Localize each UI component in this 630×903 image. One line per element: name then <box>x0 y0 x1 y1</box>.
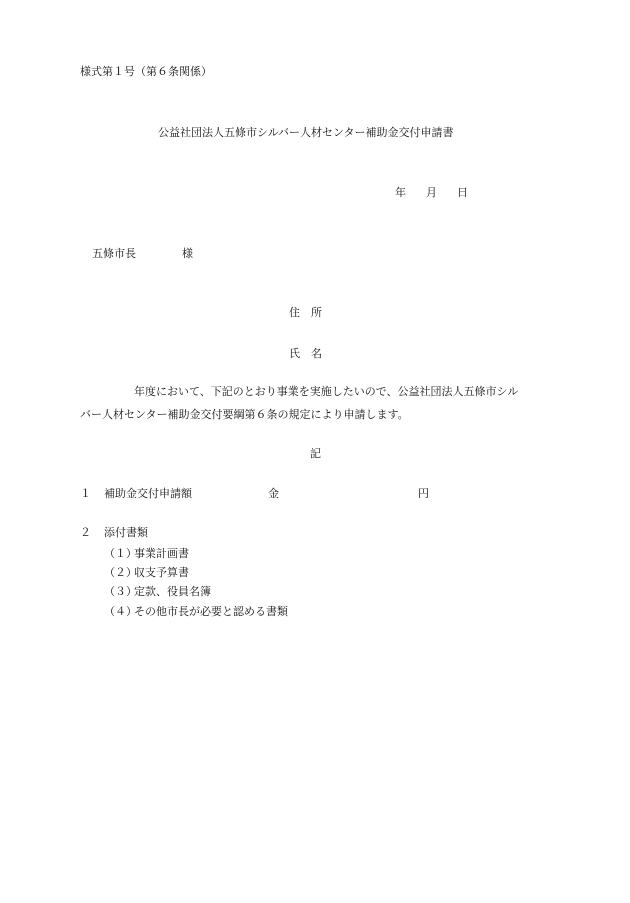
date-day-label: 日 <box>457 186 468 199</box>
body-text-line-2: バー人材センター補助金交付要綱第６条の規定により申請します。 <box>80 408 409 421</box>
attachment-item <box>104 548 189 559</box>
addressee-name: 五條市長 <box>92 247 136 260</box>
applicant-name-char-1: 氏 <box>289 347 300 360</box>
attachment-item <box>104 567 189 578</box>
attachment-text: 定款、役員名簿 <box>134 585 211 598</box>
ki-heading: 記 <box>310 447 321 460</box>
date-year-label: 年 <box>395 186 406 199</box>
attachment-number: （１） <box>104 547 137 560</box>
item-1-label: 補助金交付申請額 <box>104 487 192 500</box>
applicant-name-char-2: 名 <box>311 347 322 360</box>
attachment-text: 収支予算書 <box>134 566 189 579</box>
applicant-address-char-2: 所 <box>311 306 322 319</box>
body-text-line-1: 年度において、下記のとおり事業を実施したいので、公益社団法人五條市シル <box>134 385 519 398</box>
item-1-amount-unit: 円 <box>418 487 429 500</box>
applicant-address-char-1: 住 <box>289 306 300 319</box>
addressee <box>92 248 193 259</box>
attachment-number: （２） <box>104 566 137 579</box>
item-2-label: 添付書類 <box>104 526 148 539</box>
date-month-label: 月 <box>426 186 437 199</box>
item-1-number: １ <box>80 487 91 500</box>
form-number: 様式第１号（第６条関係） <box>80 65 212 78</box>
date-line <box>395 187 468 198</box>
attachment-text: 事業計画書 <box>134 547 189 560</box>
applicant-address-label <box>289 307 322 318</box>
attachment-number: （３） <box>104 585 137 598</box>
item-2-number: ２ <box>80 526 91 539</box>
applicant-name-label <box>289 348 322 359</box>
item-1-amount-prefix: 金 <box>268 487 279 500</box>
attachment-number: （４） <box>104 605 137 618</box>
attachment-item <box>104 606 288 617</box>
addressee-honorific: 様 <box>182 247 193 260</box>
attachment-text: その他市長が必要と認める書類 <box>134 605 288 618</box>
document-title: 公益社団法人五條市シルバー人材センター補助金交付申請書 <box>158 126 454 139</box>
attachment-item <box>104 586 211 597</box>
